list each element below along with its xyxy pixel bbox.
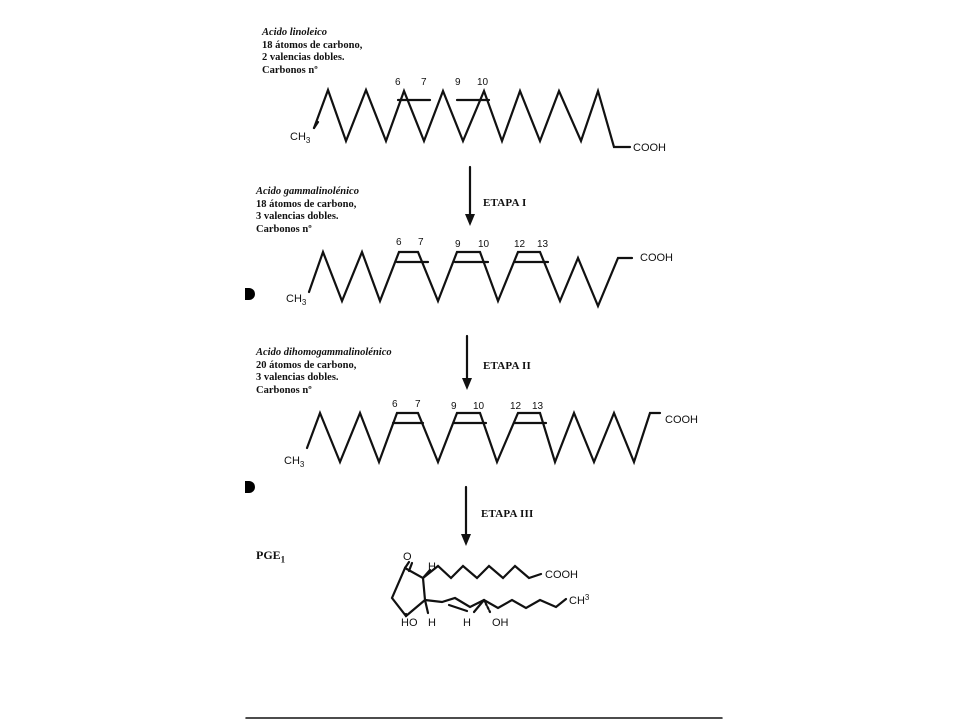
m1-num-3: 10 [477,77,489,88]
molecule-2-line-2: 3 valencias dobles. [256,211,339,222]
step-1-label: ETAPA I [483,197,527,209]
m3-num-4: 12 [510,401,522,412]
pge1-ho-left: HO [401,617,418,629]
pge1-label-sub: 1 [280,554,286,565]
molecule-1-name: Acido linoleico [262,27,328,38]
pge1-o-top: O [403,551,412,563]
molecule-3-line-3: Carbonos nº [256,384,312,396]
arrow-head-3 [461,534,471,546]
pge1-oh-right: OH [492,617,509,629]
molecule-3-name: Acido dihomogammalinolénico [256,347,392,358]
pge1-ch3: $CH^3$ [569,593,590,607]
molecule-1-skeleton [314,90,630,147]
m1-num-2: 9 [455,77,461,88]
pge1-h-ring: H [428,617,436,629]
m3-ch3: $CH_3$ [284,455,305,469]
molecule-2-skeleton [309,252,632,306]
pge1-double-bond [449,605,467,611]
pge1-label-main: PGE [256,548,281,562]
molecule-2-line-3: Carbonos nº [256,223,312,235]
molecule-3-line-2: 3 valencias dobles. [256,372,339,383]
m3-num-5: 13 [532,401,544,412]
m2-num-1: 7 [418,237,424,248]
m2-num-5: 13 [537,239,549,250]
molecule-2-name: Acido gammalinolénico [256,186,359,197]
m3-num-3: 10 [473,401,485,412]
m2-cooh: COOH [640,252,673,264]
m2-num-0: 6 [396,237,402,248]
m2-ch3: $CH_3$ [286,293,307,307]
pge1-cooh: COOH [545,569,578,581]
m3-cooh: COOH [665,414,698,426]
pge1-skeleton [392,562,566,616]
arrow-head-1 [465,214,475,226]
molecule-2-line-1: 18 átomos de carbono, [256,198,357,210]
pge1-h-chain: H [463,617,471,629]
m3-num-2: 9 [451,401,457,412]
m2-num-4: 12 [514,239,526,250]
m1-num-1: 7 [421,77,427,88]
pge1-h-upper: H [428,561,436,573]
m1-num-0: 6 [395,77,401,88]
m3-num-1: 7 [415,399,421,410]
step-3-label: ETAPA III [481,508,534,520]
m1-cooh: COOH [633,142,666,154]
molecule-1-line-3: Carbonos nº [262,64,318,76]
molecule-3-skeleton [307,413,660,462]
step-2-label: ETAPA II [483,360,531,372]
m1-ch3: $CH_3$ [290,131,311,145]
m2-num-2: 9 [455,239,461,250]
m2-num-3: 10 [478,239,490,250]
molecule-1-line-1: 18 átomos de carbono, [262,39,363,51]
molecule-1-line-2: 2 valencias dobles. [262,52,345,63]
m3-num-0: 6 [392,399,398,410]
molecule-3-line-1: 20 átomos de carbono, [256,359,357,371]
arrow-head-2 [462,378,472,390]
